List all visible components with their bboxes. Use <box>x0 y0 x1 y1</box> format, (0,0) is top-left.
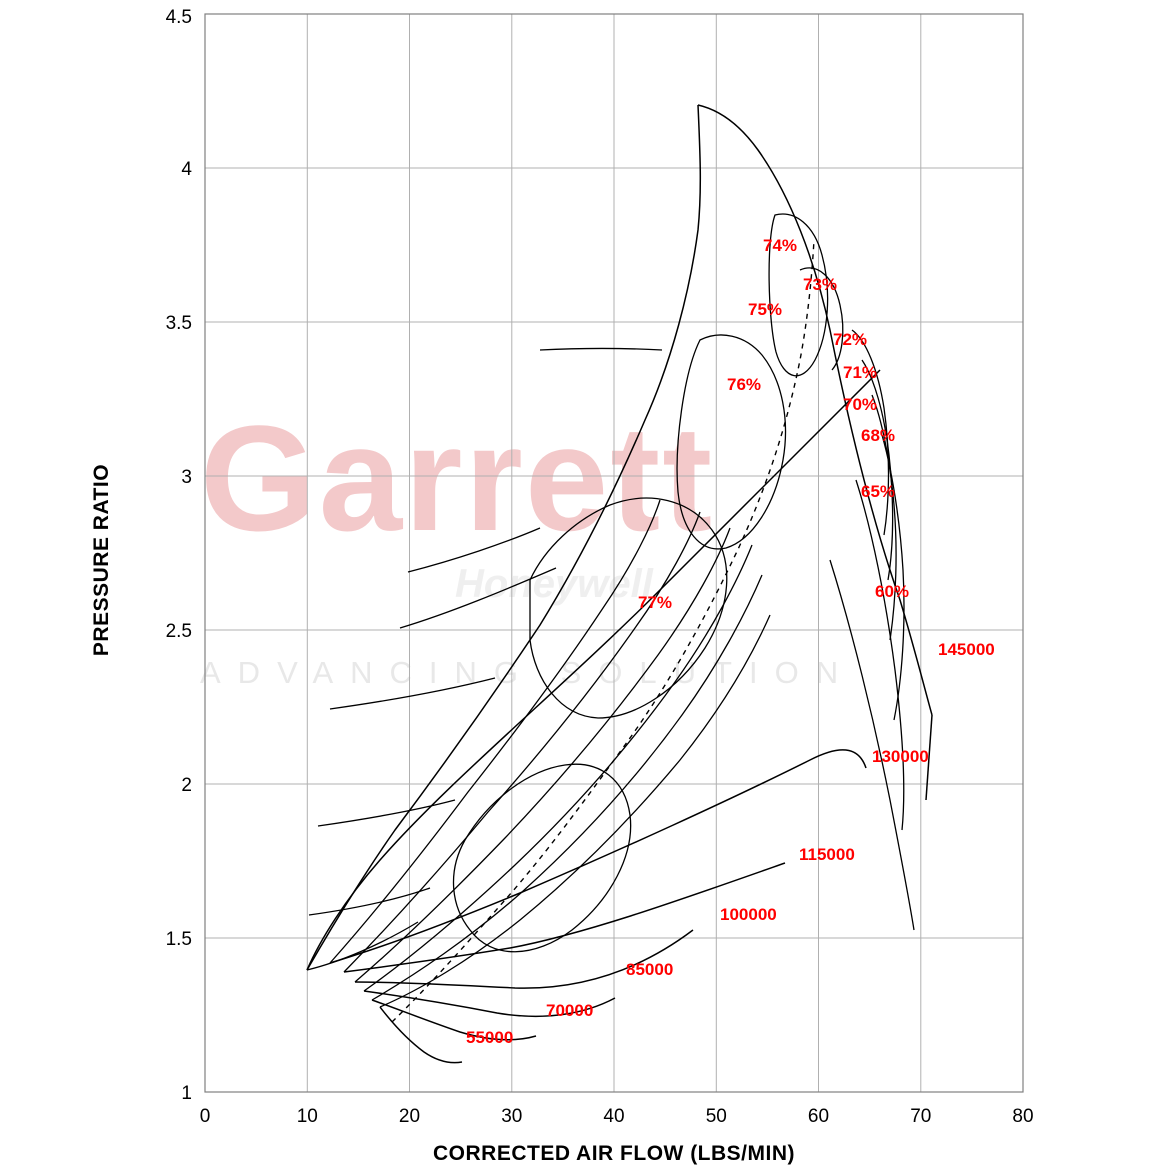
eff-label-74: 74% <box>763 236 798 255</box>
x-tick-80: 80 <box>1012 1106 1034 1127</box>
x-axis-title: CORRECTED AIR FLOW (LBS/MIN) <box>432 1142 796 1165</box>
x-tick-70: 70 <box>910 1106 932 1127</box>
speed-labels <box>466 640 995 1047</box>
eff-label-72: 72% <box>833 330 868 349</box>
eff-label-77: 77% <box>638 593 673 612</box>
watermark-brand: Garrett <box>200 394 715 562</box>
y-tick-4: 4 <box>181 159 192 180</box>
y-axis-title: PRESSURE RATIO <box>90 463 113 657</box>
y-tick-3-5: 3.5 <box>165 313 192 334</box>
x-tick-30: 30 <box>501 1106 523 1127</box>
y-tick-4-5: 4.5 <box>165 7 192 28</box>
x-tick-10: 10 <box>296 1106 318 1127</box>
speed-label-70000: 70000 <box>546 1001 594 1020</box>
y-axis-ticks <box>166 7 193 1104</box>
x-tick-40: 40 <box>603 1106 625 1127</box>
x-tick-0: 0 <box>199 1106 211 1127</box>
y-tick-1-5: 1.5 <box>165 929 192 950</box>
speed-label-100000: 100000 <box>720 905 777 924</box>
speed-label-115000: 115000 <box>799 845 855 864</box>
speed-label-85000: 85000 <box>626 960 674 979</box>
eff-label-65: 65% <box>861 482 896 501</box>
y-tick-3: 3 <box>181 467 192 488</box>
y-tick-2: 2 <box>181 775 192 796</box>
eff-label-75: 75% <box>748 300 783 319</box>
eff-label-73: 73% <box>803 275 838 294</box>
x-axis-ticks <box>200 1106 1034 1127</box>
x-tick-50: 50 <box>705 1106 727 1127</box>
eff-label-76: 76% <box>727 375 762 394</box>
watermark-group <box>200 394 855 690</box>
y-tick-1: 1 <box>181 1083 192 1104</box>
speed-label-145000: 145000 <box>938 640 995 659</box>
x-tick-60: 60 <box>807 1106 830 1127</box>
watermark-tagline: ADVANCING SOLUTION <box>200 655 856 690</box>
eff-label-68: 68% <box>861 426 896 445</box>
choke-boundary <box>698 105 932 800</box>
speed-label-130000: 130000 <box>872 747 929 766</box>
eff-label-70: 70% <box>843 395 878 414</box>
x-tick-20: 20 <box>398 1106 421 1127</box>
eff-label-60: 60% <box>875 582 910 601</box>
eff-label-71: 71% <box>843 363 878 382</box>
y-tick-2-5: 2.5 <box>165 621 192 642</box>
watermark-honeywell: Honeywell <box>455 562 653 606</box>
speed-label-55000: 55000 <box>466 1028 514 1047</box>
